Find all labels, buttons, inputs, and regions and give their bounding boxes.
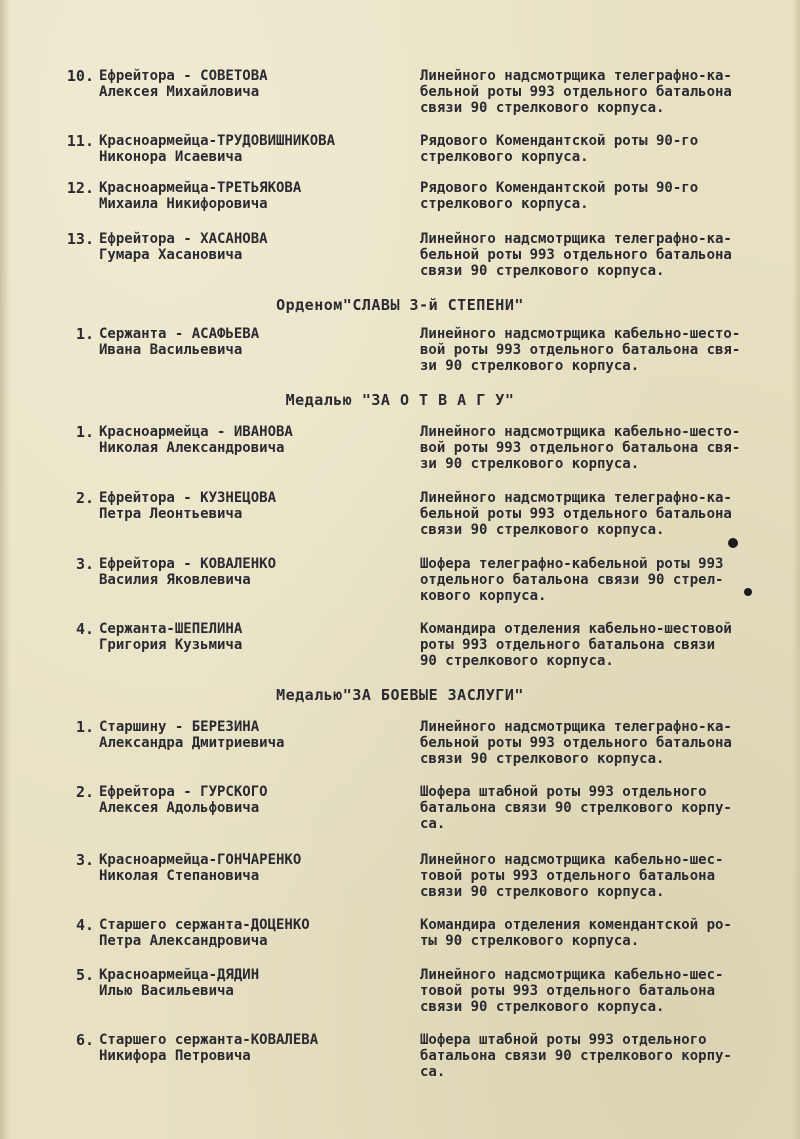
first-patronymic: Алексея Михайловича	[99, 84, 260, 100]
entry-number: 1.	[75, 423, 94, 441]
entry-name	[99, 68, 414, 100]
rank-surname: Красноармейца-ДЯДИН	[99, 967, 260, 983]
desc-line: вой роты 993 отдельного батальона свя-	[420, 342, 741, 358]
entry-description	[420, 852, 795, 900]
desc-line: Рядового Комендантской роты 90-го	[420, 133, 699, 149]
rank-surname: Ефрейтора - СОВЕТОВА	[99, 68, 268, 84]
first-patronymic: Петра Александровича	[99, 933, 268, 949]
desc-line: Командира отделения комендантской ро-	[420, 917, 732, 933]
desc-line: бельной роты 993 отдельного батальона	[420, 506, 732, 522]
entry-description	[420, 490, 795, 538]
entry-number: 4.	[75, 620, 94, 638]
entry-name	[99, 917, 414, 949]
desc-line: связи 90 стрелкового корпуса.	[420, 999, 665, 1015]
entry-number: 11.	[66, 132, 94, 150]
entry-name	[99, 621, 414, 653]
first-patronymic: Николая Степановича	[99, 868, 260, 884]
entry-description	[420, 719, 795, 767]
rank-surname: Сержанта - АСАФЬЕВА	[99, 326, 260, 342]
section-heading-merit-medal: Медалью"ЗА БОЕВЫЕ ЗАСЛУГИ"	[276, 686, 524, 704]
desc-line: бельной роты 993 отдельного батальона	[420, 735, 732, 751]
first-patronymic: Григория Кузьмича	[99, 637, 243, 653]
entry-number: 12.	[66, 179, 94, 197]
ink-blot	[744, 588, 752, 596]
entry-name	[99, 719, 414, 751]
entry-number: 2.	[75, 489, 94, 507]
entry-name	[99, 852, 414, 884]
section-heading-bravery-medal: Медалью "ЗА О Т В А Г У"	[285, 391, 515, 409]
entry-name	[99, 967, 414, 999]
rank-surname: Старшего сержанта-КОВАЛЕВА	[99, 1032, 319, 1048]
first-patronymic: Никонора Исаевича	[99, 149, 243, 165]
first-patronymic: Гумара Хасановича	[99, 247, 243, 263]
rank-surname: Красноармейца - ИВАНОВА	[99, 424, 293, 440]
desc-line: товой роты 993 отдельного батальона	[420, 983, 716, 999]
rank-surname: Старшего сержанта-ДОЦЕНКО	[99, 917, 310, 933]
desc-line: Шофера штабной роты 993 отдельного	[420, 784, 707, 800]
entry-description	[420, 180, 795, 212]
desc-line: Линейного надсмотрщика кабельно-шес-	[420, 852, 724, 868]
rank-surname: Сержанта-ШЕПЕЛИНА	[99, 621, 243, 637]
first-patronymic: Илью Васильевича	[99, 983, 234, 999]
desc-line: Линейного надсмотрщика кабельно-шесто-	[420, 326, 741, 342]
desc-line: связи 90 стрелкового корпуса.	[420, 751, 665, 767]
desc-line: Шофера штабной роты 993 отдельного	[420, 1032, 707, 1048]
desc-line: зи 90 стрелкового корпуса.	[420, 456, 640, 472]
entry-name	[99, 231, 414, 263]
entry-description	[420, 784, 795, 832]
entry-name	[99, 1032, 414, 1064]
desc-line: стрелкового корпуса.	[420, 196, 589, 212]
entry-number: 13.	[66, 230, 94, 248]
entry-number: 10.	[66, 67, 94, 85]
desc-line: связи 90 стрелкового корпуса.	[420, 100, 665, 116]
desc-line: зи 90 стрелкового корпуса.	[420, 358, 640, 374]
rank-surname: Ефрейтора - ХАСАНОВА	[99, 231, 268, 247]
ink-blot	[728, 538, 738, 548]
entry-name	[99, 424, 414, 456]
desc-line: Линейного надсмотрщика телеграфно-ка-	[420, 719, 732, 735]
desc-line: Линейного надсмотрщика кабельно-шесто-	[420, 424, 741, 440]
desc-line: Линейного надсмотрщика телеграфно-ка-	[420, 231, 732, 247]
desc-line: бельной роты 993 отдельного батальона	[420, 247, 732, 263]
entry-description	[420, 1032, 795, 1080]
rank-surname: Старшину - БЕРЕЗИНА	[99, 719, 260, 735]
entry-description	[420, 424, 795, 472]
first-patronymic: Алексея Адольфовича	[99, 800, 260, 816]
rank-surname: Красноармейца-ГОНЧАРЕНКО	[99, 852, 302, 868]
desc-line: бельной роты 993 отдельного батальона	[420, 84, 732, 100]
desc-line: связи 90 стрелкового корпуса.	[420, 522, 665, 538]
entry-number: 3.	[75, 555, 94, 573]
entry-description	[420, 68, 795, 116]
first-patronymic: Ивана Васильевича	[99, 342, 243, 358]
rank-surname: Ефрейтора - ГУРСКОГО	[99, 784, 268, 800]
entry-description	[420, 967, 795, 1015]
entry-description	[420, 231, 795, 279]
desc-line: стрелкового корпуса.	[420, 149, 589, 165]
entry-name	[99, 326, 414, 358]
entry-description	[420, 133, 795, 165]
desc-line: Шофера телеграфно-кабельной роты 993	[420, 556, 724, 572]
desc-line: роты 993 отдельного батальона связи	[420, 637, 716, 653]
desc-line: Линейного надсмотрщика телеграфно-ка-	[420, 490, 732, 506]
entry-description	[420, 556, 795, 604]
entry-description	[420, 326, 795, 374]
entry-description	[420, 917, 795, 949]
desc-line: Командира отделения кабельно-шестовой	[420, 621, 732, 637]
rank-surname: Красноармейца-ТРЕТЬЯКОВА	[99, 180, 302, 196]
desc-line: связи 90 стрелкового корпуса.	[420, 884, 665, 900]
first-patronymic: Михаила Никифоровича	[99, 196, 268, 212]
desc-line: батальона связи 90 стрелкового корпу-	[420, 800, 732, 816]
desc-line: Линейного надсмотрщика телеграфно-ка-	[420, 68, 732, 84]
desc-line: ты 90 стрелкового корпуса.	[420, 933, 640, 949]
desc-line: вой роты 993 отдельного батальона свя-	[420, 440, 741, 456]
rank-surname: Ефрейтора - КОВАЛЕНКО	[99, 556, 277, 572]
first-patronymic: Василия Яковлевича	[99, 572, 251, 588]
entry-number: 4.	[75, 916, 94, 934]
desc-line: Рядового Комендантской роты 90-го	[420, 180, 699, 196]
first-patronymic: Никифора Петровича	[99, 1048, 251, 1064]
rank-surname: Ефрейтора - КУЗНЕЦОВА	[99, 490, 277, 506]
entry-number: 2.	[75, 783, 94, 801]
entry-number: 1.	[75, 718, 94, 736]
entry-number: 1.	[75, 325, 94, 343]
first-patronymic: Петра Леонтьевича	[99, 506, 243, 522]
entry-number: 5.	[75, 966, 94, 984]
desc-line: 90 стрелкового корпуса.	[420, 653, 614, 669]
desc-line: са.	[420, 816, 446, 832]
rank-surname: Красноармейца-ТРУДОВИШНИКОВА	[99, 133, 336, 149]
first-patronymic: Александра Дмитриевича	[99, 735, 285, 751]
desc-line: отдельного батальона связи 90 стрел-	[420, 572, 724, 588]
desc-line: товой роты 993 отдельного батальона	[420, 868, 716, 884]
desc-line: Линейного надсмотрщика кабельно-шес-	[420, 967, 724, 983]
entry-number: 3.	[75, 851, 94, 869]
desc-line: са.	[420, 1064, 446, 1080]
entry-number: 6.	[75, 1031, 94, 1049]
section-heading-glory-order: Орденом"СЛАВЫ 3-й СТЕПЕНИ"	[276, 296, 524, 314]
desc-line: батальона связи 90 стрелкового корпу-	[420, 1048, 732, 1064]
entry-name	[99, 556, 414, 588]
entry-name	[99, 133, 414, 165]
entry-name	[99, 180, 414, 212]
desc-line: связи 90 стрелкового корпуса.	[420, 263, 665, 279]
desc-line: кового корпуса.	[420, 588, 547, 604]
first-patronymic: Николая Александровича	[99, 440, 285, 456]
entry-name	[99, 784, 414, 816]
entry-description	[420, 621, 795, 669]
entry-name	[99, 490, 414, 522]
